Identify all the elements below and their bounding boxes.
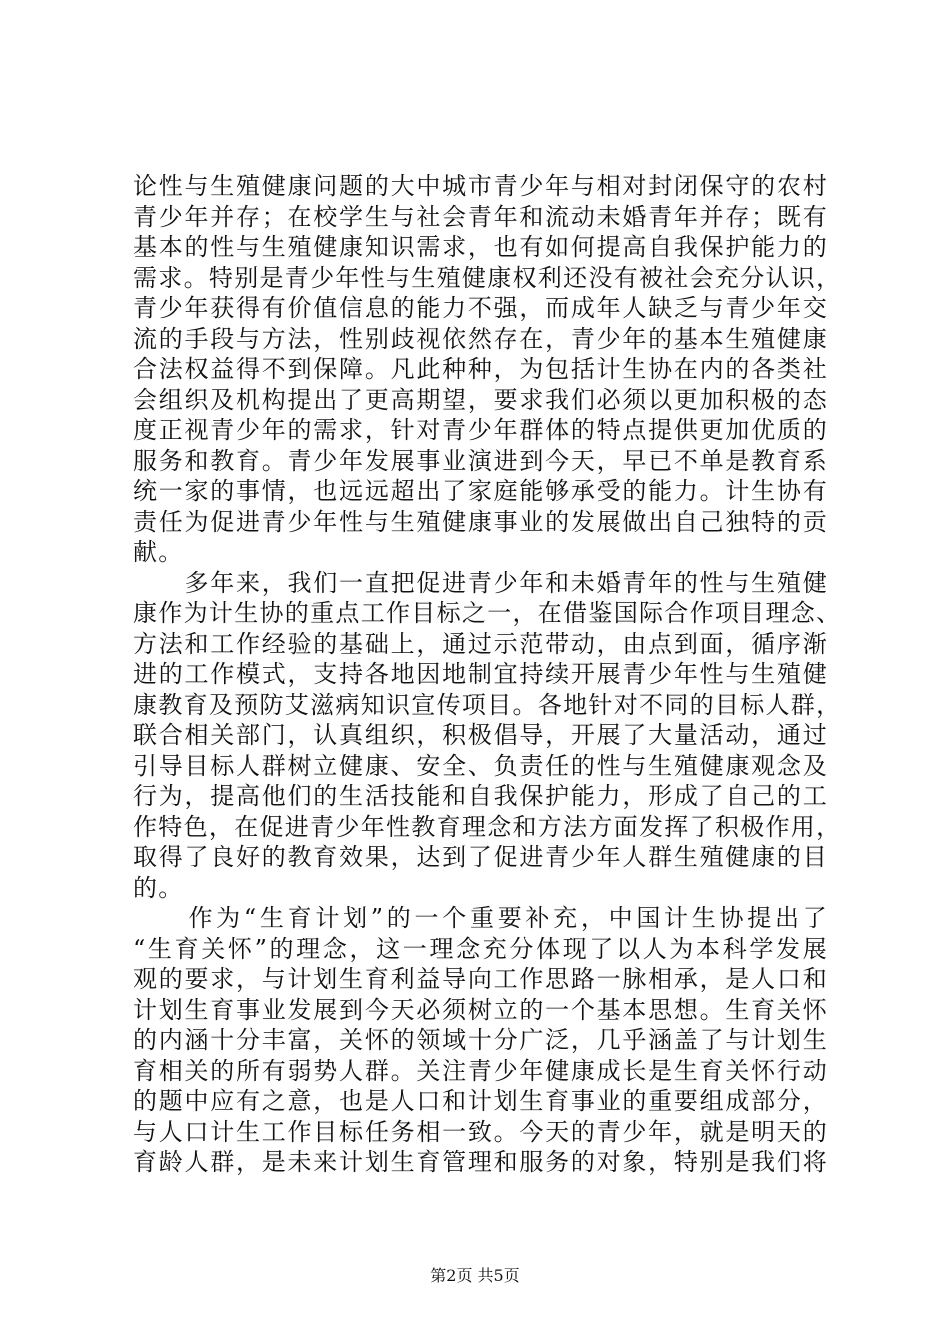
- text-line: 服务和教育。青少年发展事业演进到今天，早已不单是教育系: [133, 446, 828, 475]
- text-line: 需求。特别是青少年性与生殖健康权利还没有被社会充分认识，: [133, 263, 842, 292]
- text-line: 引导目标人群树立健康、安全、负责任的性与生殖健康观念及: [133, 751, 828, 780]
- text-line: 作特色，在促进青少年性教育理念和方法方面发挥了积极作用，: [133, 812, 842, 841]
- text-line: 作为“生育计划”的一个重要补充，中国计生协提出了: [133, 904, 828, 932]
- text-line: 取得了良好的教育效果，达到了促进青少年人群生殖健康的目: [133, 843, 828, 871]
- text-line: 育龄人群，是未来计划生育管理和服务的对象，特别是我们将: [133, 1148, 828, 1176]
- text-line: 统一家的事情，也远远超出了家庭能够承受的能力。计生协有: [133, 477, 828, 505]
- text-line: 的题中应有之意，也是人口和计划生育事业的重要组成部分，: [133, 1087, 828, 1115]
- text-line: 联合相关部门，认真组织，积极倡导，开展了大量活动，通过: [133, 721, 828, 749]
- text-line: 基本的性与生殖健康知识需求，也有如何提高自我保护能力的: [133, 233, 828, 261]
- text-line: 合法权益得不到保障。凡此种种，为包括计生协在内的各类社: [133, 355, 828, 383]
- text-line: 论性与生殖健康问题的大中城市青少年与相对封闭保守的农村: [133, 172, 828, 200]
- text-line: 献。: [133, 538, 184, 566]
- text-line: 多年来，我们一直把促进青少年和未婚青年的性与生殖健: [133, 568, 828, 597]
- text-line: 流的手段与方法，性别歧视依然存在，青少年的基本生殖健康: [133, 324, 828, 353]
- text-line: 行为，提高他们的生活技能和自我保护能力，形成了自己的工: [133, 782, 828, 810]
- text-line: 度正视青少年的需求，针对青少年群体的特点提供更加优质的: [133, 416, 828, 444]
- text-line: 计划生育事业发展到今天必须树立的一个基本思想。生育关怀: [133, 995, 828, 1024]
- text-line: 的。: [133, 873, 184, 902]
- text-line: 育相关的所有弱势人群。关注青少年健康成长是生育关怀行动: [133, 1056, 828, 1085]
- text-line: 的内涵十分丰富，关怀的领域十分广泛，几乎涵盖了与计划生: [133, 1026, 828, 1054]
- text-line: 康作为计生协的重点工作目标之一，在借鉴国际合作项目理念、: [133, 599, 842, 627]
- text-line: 责任为促进青少年性与生殖健康事业的发展做出自己独特的贡: [133, 507, 828, 536]
- page-number-label: 第2页 共5页: [430, 1266, 520, 1285]
- text-line: 方法和工作经验的基础上，通过示范带动，由点到面，循序渐: [133, 629, 828, 658]
- body-text: [133, 171, 842, 1178]
- text-line: 与人口计生工作目标任务相一致。今天的青少年，就是明天的: [133, 1117, 828, 1146]
- text-line: “生育关怀”的理念，这一理念充分体现了以人为本科学发展: [133, 934, 828, 963]
- page-footer: [0, 1266, 950, 1286]
- text-line: 观的要求，与计划生育利益导向工作思路一脉相承，是人口和: [133, 965, 828, 993]
- text-line: 青少年获得有价值信息的能力不强，而成年人缺乏与青少年交: [133, 294, 828, 322]
- text-line: 进的工作模式，支持各地因地制宜持续开展青少年性与生殖健: [133, 660, 828, 688]
- text-line: 青少年并存；在校学生与社会青年和流动未婚青年并存；既有: [133, 202, 828, 231]
- text-line: 康教育及预防艾滋病知识宣传项目。各地针对不同的目标人群，: [133, 690, 842, 719]
- text-line: 会组织及机构提出了更高期望，要求我们必须以更加积极的态: [133, 385, 828, 414]
